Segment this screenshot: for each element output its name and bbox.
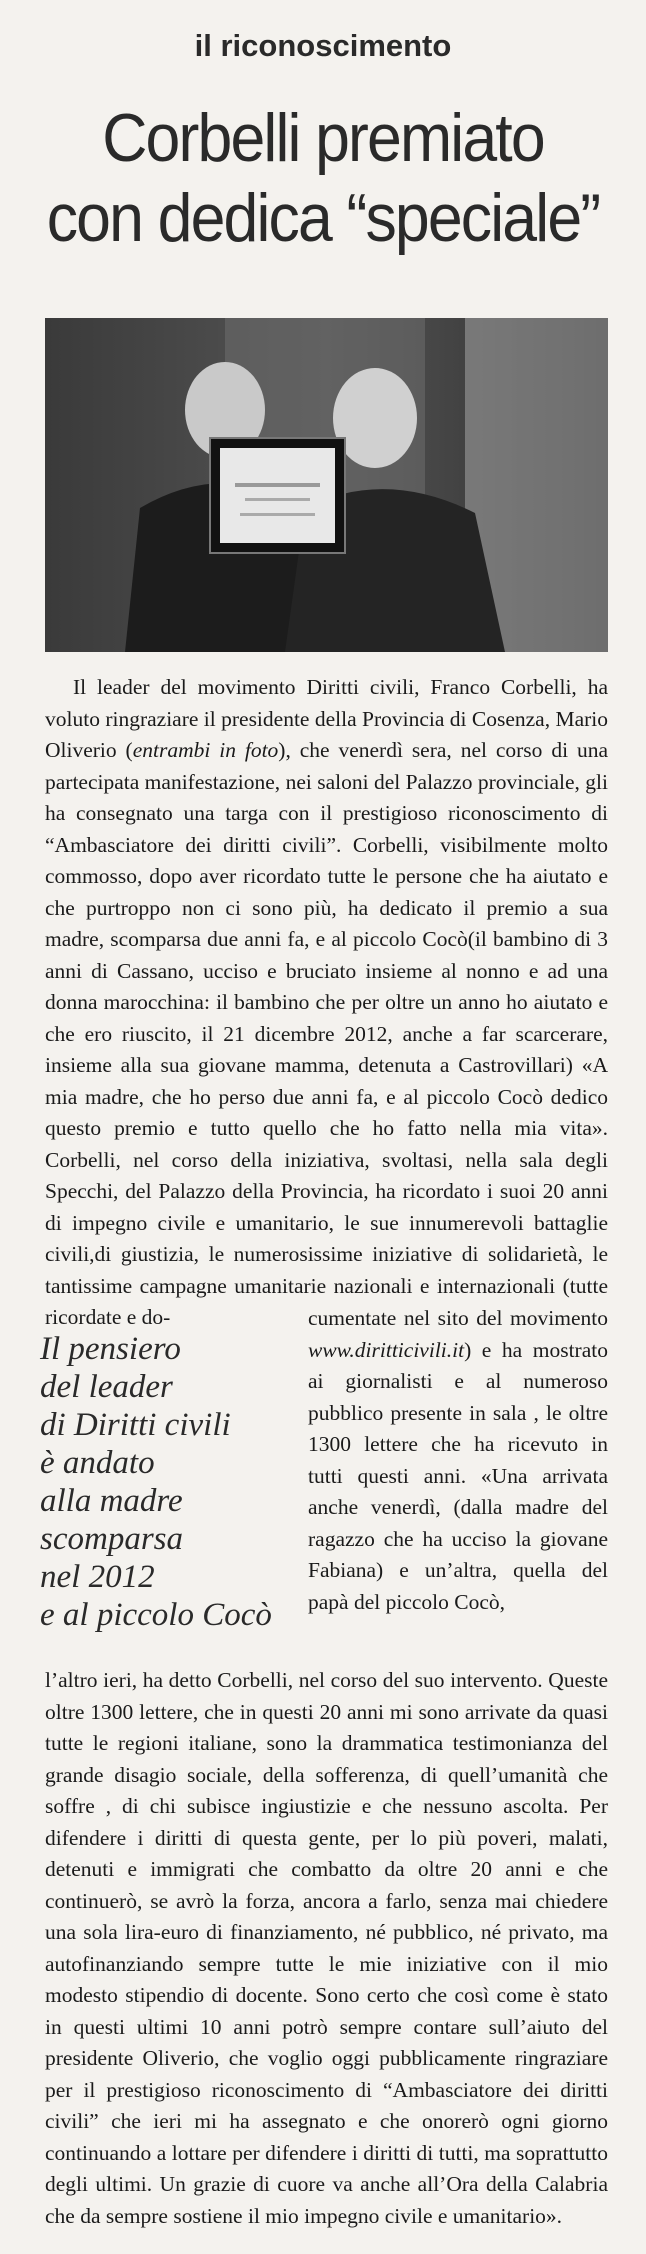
text-run-italic: entrambi in foto — [132, 738, 279, 762]
text-run: cumentate nel sito del movimento — [308, 1306, 608, 1330]
website-link-text: www.diritticivili.it — [308, 1337, 465, 1362]
photo-illustration — [45, 318, 608, 652]
pull-quote-line: è andato — [40, 1445, 155, 1481]
pull-quote-line: di Diritti civili — [40, 1407, 231, 1443]
pull-quote-line: scomparsa — [40, 1521, 184, 1557]
text-run: ) e ha mostrato ai giornalisti e al numeroso pubblico presente in sala , le oltre 1300 lettere che ha ricevuto in tutti questi anni. «Una arrivata anche venerdì, (dalla madre del ragazzo che ha ucciso la giovane Fabiana) e un’altra, quella del papà del piccolo Cocò, — [308, 1337, 608, 1614]
article-paragraph-1 — [45, 672, 608, 1334]
pull-quote-line: e al piccolo Cocò — [40, 1597, 272, 1633]
pull-quote — [40, 1330, 290, 1634]
article-paragraph-3: l’altro ieri, ha detto Corbelli, nel corso del suo intervento. Queste oltre 1300 lettere, che in questi 20 anni mi sono arrivate da quasi tutte le regioni italiane, sono la drammatica testimonianza del grande disagio sociale, della sofferenza, di quell’umanità che soffre , di chi subisce ingiustizie e che nessuno ascolta. Per difendere i diritti di questa gente, per lo più poveri, malati, detenuti e immigrati che combatto da oltre 20 anni e che continuerò, se avrò la forza, ancora a farlo, senza mai chiedere una sola lira-euro di finanziamento, né pubblico, né privato, ma autofinanziando sempre tutte le mie iniziative con il mio modesto stipendio di docente. Sono certo che così come è stato in questi ultimi 10 anni potrò sempre contare sull’aiuto del presidente Oliverio, che voglio oggi pubblicamente ringraziare per il prestigioso riconoscimento di “Ambasciatore dei diritti civili” che ieri mi ha assegnato e che onorerò ogni giorno continuando a lottare per difendere i diritti di tutti, ma soprattutto degli ultimi. Un grazie di cuore va anche all’Ora della Calabria che da sempre sostiene il mio impegno civile e umanitario». — [45, 1668, 608, 2228]
article-paragraph-2 — [308, 1303, 608, 1618]
pull-quote-line: del leader — [40, 1369, 173, 1405]
headline — [44, 98, 602, 258]
pull-quote-line: nel 2012 — [40, 1559, 155, 1595]
pull-quote-line: alla madre — [40, 1483, 183, 1519]
text-run: ), che venerdì sera, nel corso di una partecipata manifestazione, nei saloni del Palazzo provinciale, gli ha consegnato una targa con il prestigioso riconoscimento di “Ambasciatore dei diritti civili”. Corbelli, visibilmente molto commosso, dopo aver ricordato tutte le persone che ha aiutato e che purtroppo non ci sono più, ha dedicato il premio a sua madre, scomparsa due anni fa, e al piccolo Cocò(il bambino di 3 anni di Cassano, ucciso e bruciato insieme al nonno e ad una donna marocchina: il bambino che per oltre un anno ho aiutato e che ero riuscito, il 21 dicembre 2012, anche a far scarcerare, insieme alla sua giovane mamma, detenuta a Castrovillari) «A mia madre, che ho perso due anni fa, e al piccolo Cocò dedico questo premio e tutto quello che ho fatto nella mia vita». Corbelli, nel corso della iniziativa, svoltasi, nella sala degli Specchi, del Palazzo della Provincia, ha ricordato i suoi 20 anni di impegno civile e umanitario, le sue innumerevoli battaglie civili,di giustizia, le numerosissime iniziative di solidarietà, le tantissime campagne umanitarie nazionali e internazionali (tutte ricordate e do- — [45, 738, 608, 1329]
text-run: Il leader del movimento Diritti civili, Franco Corbelli, ha voluto ringraziare il presidente della Provincia di Cosenza, Mario Oliverio ( — [45, 675, 608, 762]
pull-quote-line: Il pensiero — [40, 1331, 181, 1367]
headline-line-2: con dedica “speciale” — [46, 180, 600, 256]
article-photo — [45, 318, 608, 652]
headline-line-1: Corbelli premiato — [102, 100, 544, 176]
section-kicker: il riconoscimento — [194, 28, 452, 63]
